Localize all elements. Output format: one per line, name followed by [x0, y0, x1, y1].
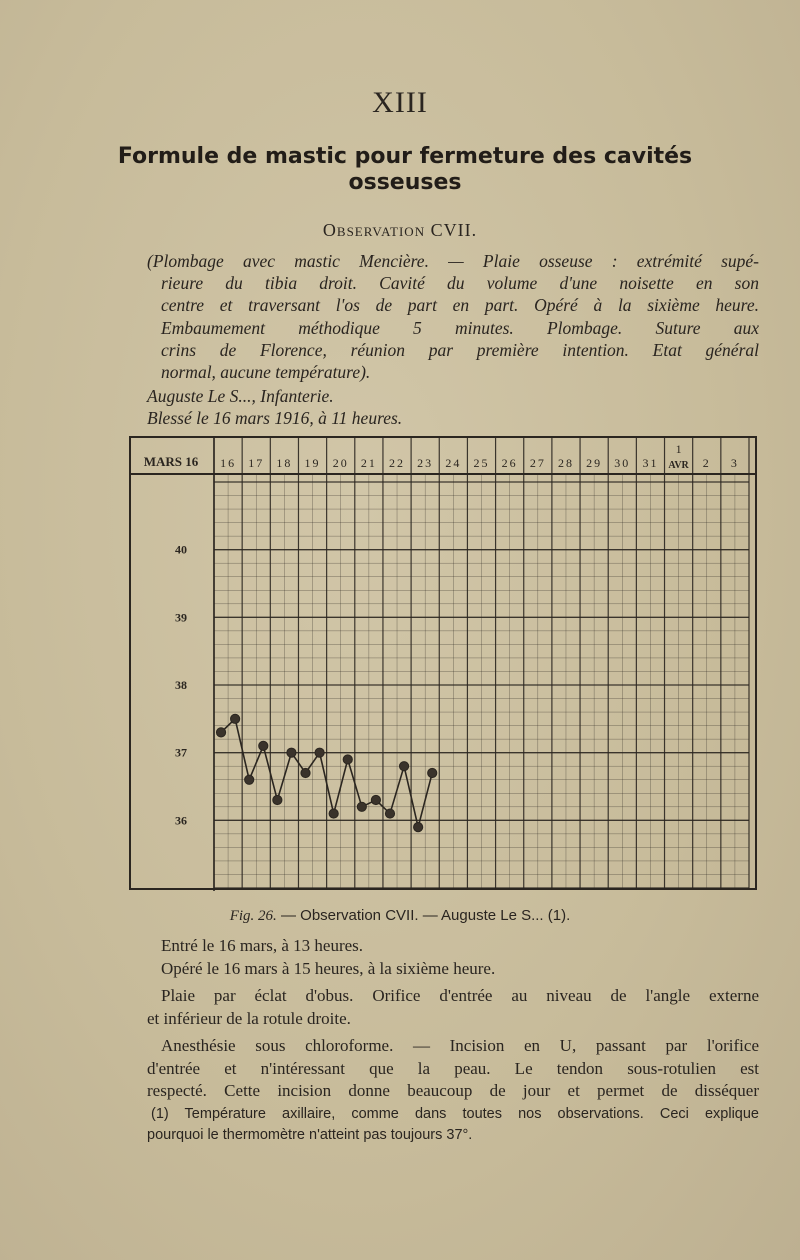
date-label: 26	[501, 456, 518, 470]
observation-heading: Observation CVII.	[322, 220, 478, 240]
title-line-2: osseuses	[348, 170, 462, 195]
body-line: Anesthésie sous chloroforme. — Incision en U, passant par l'orifice	[161, 1036, 759, 1055]
footnote-line: pourquoi le thermomètre n'atteint pas toujours 37°.	[147, 1127, 473, 1143]
temperature-point	[399, 762, 408, 771]
temperature-point	[273, 795, 282, 804]
page-title	[100, 144, 710, 196]
temperature-point	[428, 768, 437, 777]
summary-line: (Plombage avec mastic Mencière. — Plaie osseuse : extrémité supé-	[147, 251, 759, 271]
date-label: 31	[642, 456, 659, 470]
wounded-line: Blessé le 16 mars 1916, à 11 heures.	[147, 408, 403, 429]
date-label: 24	[445, 456, 462, 470]
date-label: 27	[529, 456, 546, 470]
summary-line: Embaumement méthodique 5 minutes. Plombage. Suture aux	[161, 317, 759, 338]
date-label: 17	[248, 456, 265, 470]
date-label: 19	[304, 456, 321, 470]
figure-number: Fig. 26.	[229, 908, 277, 924]
summary-line: centre et traversant l'os de part en part. Opéré à la sixième heure.	[161, 295, 759, 316]
body-line: respecté. Cette incision donne beaucoup de jour et permet de disséquer	[147, 1081, 759, 1100]
temperature-point	[216, 728, 225, 737]
body-line: Plaie par éclat d'obus. Orifice d'entrée au niveau de l'angle externe	[161, 986, 759, 1005]
temperature-point	[357, 802, 366, 811]
footnote-line: (1) Température axillaire, comme dans toutes nos observations. Ceci explique	[151, 1106, 759, 1122]
body-line: Entré le 16 mars, à 13 heures.	[161, 936, 364, 955]
date-label: 23	[417, 456, 434, 470]
summary-line: rieure du tibia droit. Cavité du volume d'une noisette en son	[161, 273, 759, 294]
date-label: 28	[557, 456, 574, 470]
date-label: 21	[360, 456, 377, 470]
temperature-point	[343, 755, 352, 764]
temperature-point	[315, 748, 324, 757]
body-line: d'entrée et n'intéressant que la peau. Le tendon sous-rotulien est	[147, 1058, 759, 1078]
date-label: 18	[276, 456, 293, 470]
temperature-point	[329, 809, 338, 818]
y-tick-label: 37	[175, 745, 187, 760]
date-label: 1	[675, 442, 682, 456]
date-label: 22	[389, 456, 406, 470]
figure-caption	[0, 907, 800, 925]
body-text	[147, 935, 759, 1103]
date-label: 2	[702, 456, 711, 470]
y-tick-label: 38	[175, 678, 187, 692]
month-label: MARS 16	[143, 454, 199, 469]
temperature-point	[414, 823, 423, 832]
body-line: Opéré le 16 mars à 15 heures, à la sixième heure.	[161, 958, 496, 978]
temperature-point	[231, 714, 240, 723]
case-summary	[147, 250, 759, 430]
date-label: 3	[730, 456, 739, 470]
date-label: AVR	[668, 460, 689, 471]
title-line-1: Formule de mastic pour fermeture des cavités	[117, 144, 693, 169]
chart-frame	[130, 437, 756, 889]
body-line: et inférieur de la rotule droite.	[147, 1008, 351, 1028]
date-label: 29	[586, 456, 603, 470]
date-label: 25	[473, 456, 490, 470]
y-tick-label: 40	[175, 542, 187, 557]
temperature-point	[385, 809, 394, 818]
figure-caption-text: — Observation CVII. — Auguste Le S... (1).	[276, 907, 571, 924]
temperature-point	[259, 741, 268, 750]
temperature-point	[371, 795, 380, 804]
y-tick-label: 39	[175, 610, 187, 625]
temperature-point	[287, 748, 296, 757]
patient-line: Auguste Le S..., Infanterie.	[147, 386, 334, 407]
chapter-number: XIII	[372, 86, 428, 119]
summary-line: crins de Florence, réunion par première intention. Etat général	[161, 339, 759, 360]
temperature-point	[245, 775, 254, 784]
date-label: 30	[614, 456, 631, 470]
date-label: 20	[332, 456, 349, 470]
footnote	[147, 1104, 759, 1146]
date-label: 16	[220, 456, 237, 470]
summary-line: normal, aucune température).	[161, 362, 371, 383]
temperature-point	[301, 768, 310, 777]
y-tick-label: 36	[175, 813, 187, 828]
temperature-chart	[129, 436, 758, 891]
temperature-chart-svg	[129, 436, 758, 891]
